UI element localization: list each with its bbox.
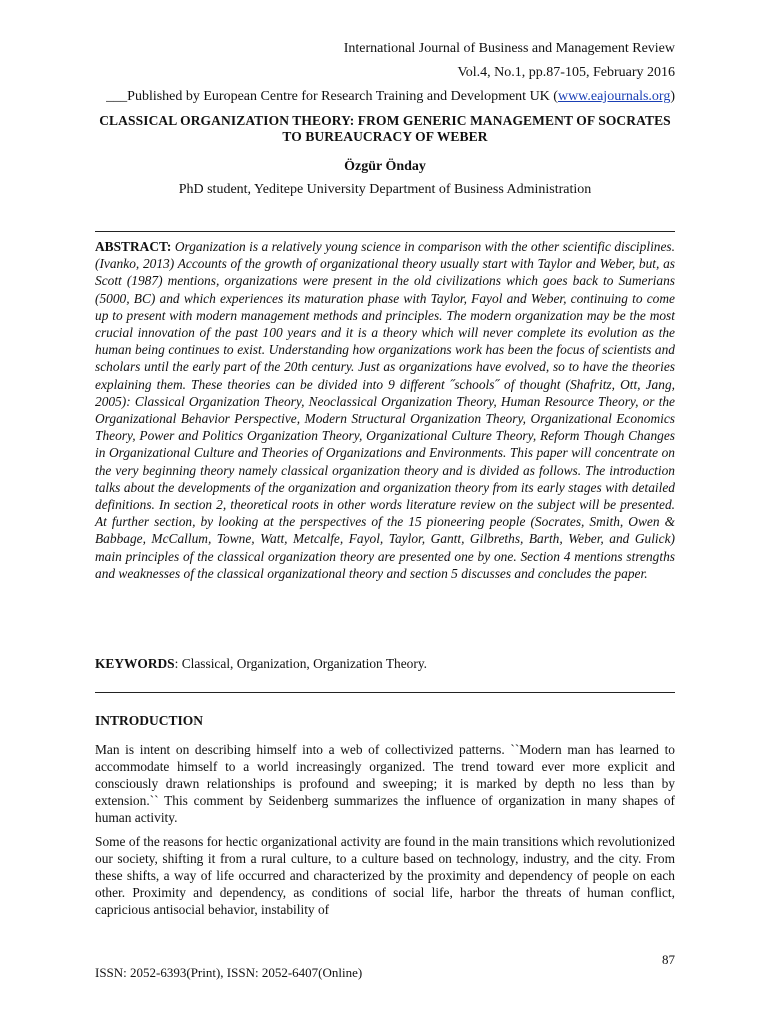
publisher-line <box>106 89 675 105</box>
keywords-text: : Classical, Organization, Organization Theory. <box>174 656 427 671</box>
keywords-line <box>95 655 675 672</box>
journal-name: International Journal of Business and Management Review <box>343 41 675 56</box>
page-number: 87 <box>662 952 675 967</box>
abstract-top-rule <box>95 231 675 232</box>
introduction-heading: INTRODUCTION <box>95 713 204 728</box>
keywords-label: KEYWORDS <box>95 656 175 671</box>
introduction-paragraph: Man is intent on describing himself into a web of collectivized patterns. ``Modern man has learned to accommodate himself to a world increasingly organized. The trend toward ever more explicit and consciously drawn relationships is profound and sweeping; it is marked by depth no less than by extension.`` This comment by Seidenberg summarizes the influence of organization in many shapes of human activity. <box>95 742 675 825</box>
journal-issue: Vol.4, No.1, pp.87-105, February 2016 <box>457 65 675 80</box>
abstract-text: Organization is a relatively young science in comparison with the other scientific disciplines. (Ivanko, 2013) Accounts of the growth of organizational theory usually start with Taylor and Weber, but, as Scott (1987) mentions, organizations were present in the old civilizations which goes back to Sumerians (5000, BC) and which experiences its maturation phase with Taylor, Fayol and Weber, continuing to come up to present with modern management methods and principles. The modern organization may be the most crucial innovation of the past 100 years and it is a theory which will never complete its evolution as the human being continues to exist. Understanding how organizations work has been the focus of scientists and scholars until the early part of the 20th century. Just as organizations have evolved, so to have the theories explaining them. These theories can be divided into 9 different ˝schools˝ of thought (Shafritz, Ott, Jang, 2005): Classical Organization Theory, Neoclassical Organization Theory, Human Resource Theory, or the Organizational Behavior Perspective, Modern Structural Organization Theory, Organizational Economics Theory, Power and Politics Organization Theory, Organizational Culture Theory, Reform Though Changes in Organizational Culture and Theories of Organizations and Environments. This paper will concentrate on the very beginning theory namely classical organization theory and is divided as follows. The introduction talks about the developments of the organization and organization theory from its early stages with detailed definitions. In section 2, theoretical roots in other words literature review on the subject will be presented. At further section, by looking at the perspectives of the 15 pioneering people (Socrates, Smith, Owen & Babbage, McCallum, Towne, Watt, Metcalfe, Fayol, Taylor, Gantt, Gilbreths, Barth, Weber, and Gulick) main principles of the classical organization theory are presented one by one. Section 4 mentions strengths and weaknesses of the classical organizational theory and section 5 discusses and concludes the paper. <box>95 239 675 581</box>
author-affiliation: PhD student, Yeditepe University Department of Business Administration <box>178 182 592 197</box>
abstract-block <box>95 238 675 582</box>
publisher-website-link[interactable]: www.eajournals.org <box>557 89 671 104</box>
abstract-label: ABSTRACT: <box>95 239 172 254</box>
issn-footer: ISSN: 2052-6393(Print), ISSN: 2052-6407(Online) <box>95 965 363 980</box>
paper-title: CLASSICAL ORGANIZATION THEORY: FROM GENERIC MANAGEMENT OF SOCRATES TO BUREAUCRACY OF WEBER <box>99 113 671 144</box>
publisher-prefix: ___Published by European Centre for Research Training and Development UK ( <box>106 89 558 104</box>
publisher-suffix: ) <box>670 89 675 104</box>
introduction-paragraph: Some of the reasons for hectic organizational activity are found in the main transitions which revolutionized our society, shifting it from a rural culture, to a culture based on technology, industry, and the city. From these shifts, a way of life occurred and characterized by the proximity and dependency of people on each other. Proximity and dependency, as conditions of social life, harbor the threats of human conflict, capricious antisocial behavior, instability of <box>95 834 675 917</box>
abstract-bottom-rule <box>95 692 675 693</box>
author-name: Özgür Önday <box>344 159 426 174</box>
